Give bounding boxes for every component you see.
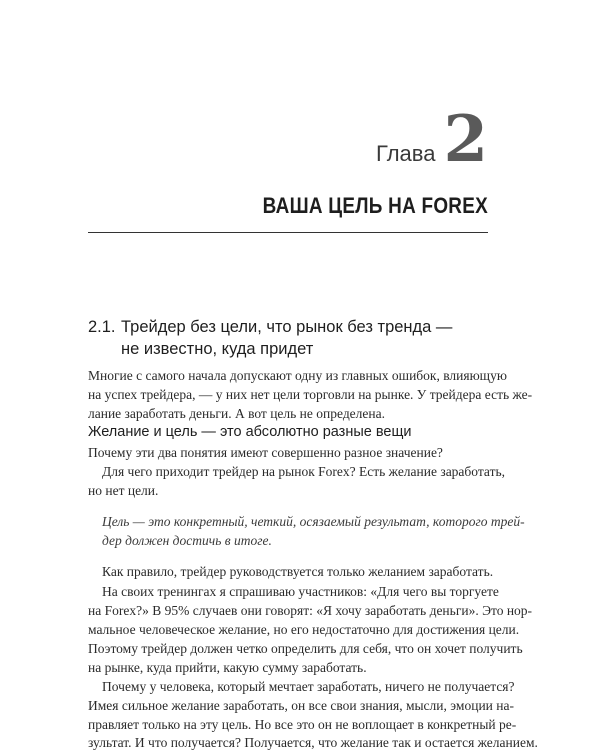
paragraph-line: Почему эти два понятия имеют совершенно разное значение? (88, 445, 443, 460)
paragraph-line: правляет только на эту цель. Но все это он не воплощает в конкретный ре- (88, 717, 517, 732)
paragraph-line: Имея сильное желание заработать, он все свои знания, мысли, эмоции на- (88, 698, 514, 713)
paragraph-line: на успех трейдера, — у них нет цели торговли на рынке. У трейдера есть же- (88, 387, 533, 402)
paragraph-line: На своих тренингах я спрашиваю участников: «Для чего вы торгуете (102, 584, 499, 599)
paragraph-line: мальное человеческое желание, но его недостаточно для достижения цели. (88, 622, 520, 637)
paragraph-line: Для чего приходит трейдер на рынок Forex? Есть желание заработать, (102, 464, 506, 479)
section-title-line: Трейдер без цели, что рынок без тренда — (121, 318, 453, 336)
subheading: Желание и цель — это абсолютно разные вещи (88, 424, 412, 440)
chapter-label (376, 102, 488, 177)
quote-line: дер должен достичь в итоге. (102, 533, 272, 548)
paragraph-line: лание заработать деньги. А вот цель не определена. (88, 406, 385, 421)
paragraph-line: зультат. И что получается? Получается, что желание так и остается желанием. (88, 735, 538, 750)
chapter-word: Глава (376, 141, 436, 166)
paragraph-line: Почему у человека, который мечтает заработать, ничего не получается? (102, 679, 515, 694)
chapter-title: ВАША ЦЕЛЬ НА FOREX (262, 193, 488, 218)
paragraph-line: на рынке, куда прийти, какую сумму заработать. (88, 660, 367, 675)
paragraph-line: на Forex?» В 95% случаев они говорят: «Я хочу заработать деньги». Это нор- (88, 603, 533, 618)
chapter-divider (88, 232, 488, 233)
quote-line: Цель — это конкретный, четкий, осязаемый результат, которого трей- (102, 514, 525, 529)
paragraph-line: Поэтому трейдер должен четко определить для себя, что он хочет получить (88, 641, 523, 656)
paragraph-line: Как правило, трейдер руководствуется только желанием заработать. (102, 564, 494, 579)
paragraph-line: Многие с самого начала допускают одну из главных ошибок, влияющую (88, 368, 507, 383)
chapter-number: 2 (443, 102, 488, 177)
paragraph-line: но нет цели. (88, 483, 159, 498)
section-title-line: не известно, куда придет (121, 340, 314, 358)
section-number: 2.1. (88, 318, 116, 336)
